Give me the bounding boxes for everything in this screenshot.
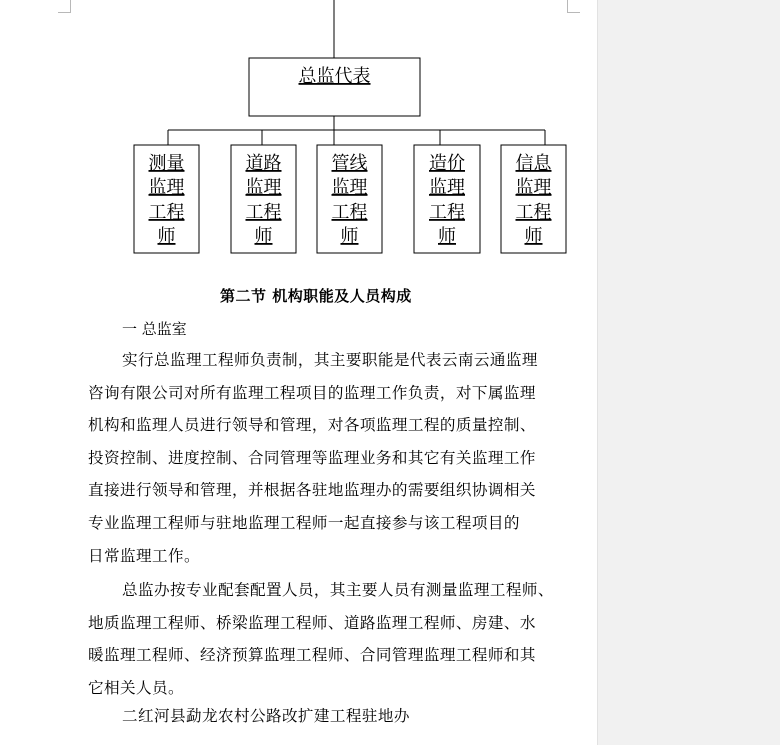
org-box-info bbox=[501, 145, 566, 253]
paragraph-line: 暖监理工程师、经济预算监理工程师、合同管理监理工程师和其 bbox=[88, 646, 536, 665]
paragraph-line: 咨询有限公司对所有监理工程项目的监理工作负责，对下属监理 bbox=[88, 383, 536, 402]
org-box-director-label: 总监代表 bbox=[298, 66, 371, 87]
org-box-survey-line-1: 测量 bbox=[148, 153, 185, 174]
org-box-survey-line-4: 师 bbox=[157, 226, 176, 247]
org-box-road-line-1: 道路 bbox=[245, 153, 282, 174]
org-box-pipeline-line-4: 师 bbox=[340, 226, 359, 247]
org-box-info-line-2: 监理 bbox=[515, 177, 552, 198]
org-chart bbox=[0, 0, 600, 260]
paragraph-line: 机构和监理人员进行领导和管理，对各项监理工程的质量控制、 bbox=[88, 416, 536, 435]
paragraph-line: 实行总监理工程师负责制，其主要职能是代表云南云通监理 bbox=[122, 351, 538, 369]
org-box-road-line-3: 工程 bbox=[245, 202, 282, 223]
org-box-survey bbox=[134, 145, 199, 253]
org-box-info-line-3: 工程 bbox=[515, 202, 552, 223]
org-box-pipeline-line-2: 监理 bbox=[331, 177, 368, 198]
org-box-info-line-4: 师 bbox=[524, 226, 543, 247]
paragraph-line: 地质监理工程师、桥梁监理工程师、道路监理工程师、房建、水 bbox=[88, 613, 536, 632]
org-box-cost-line-2: 监理 bbox=[429, 177, 465, 198]
org-box-pipeline-line-1: 管线 bbox=[331, 153, 368, 174]
paragraph-line: 日常监理工作。 bbox=[88, 546, 200, 565]
subheading-director-office: 一 总监室 bbox=[122, 320, 187, 338]
org-box-road-line-2: 监理 bbox=[245, 177, 282, 198]
paragraph-director-office bbox=[88, 344, 538, 572]
org-box-cost-line-3: 工程 bbox=[429, 202, 465, 223]
org-box-pipeline bbox=[317, 145, 382, 253]
paragraph-staffing bbox=[88, 574, 554, 704]
org-box-survey-line-2: 监理 bbox=[148, 177, 185, 198]
org-box-cost-line-1: 造价 bbox=[429, 153, 465, 174]
paragraph-line: 总监办按专业配套配置人员，其主要人员有测量监理工程师、 bbox=[122, 581, 554, 599]
paragraph-line: 直接进行领导和管理，并根据各驻地监理办的需要组织协调相关 bbox=[88, 481, 536, 500]
org-box-survey-line-3: 工程 bbox=[148, 202, 185, 223]
org-box-info-line-1: 信息 bbox=[515, 153, 552, 174]
org-box-road-line-4: 师 bbox=[254, 226, 273, 247]
paragraph-line: 专业监理工程师与驻地监理工程师一起直接参与该工程项目的 bbox=[88, 513, 520, 532]
org-box-road bbox=[231, 145, 296, 253]
paragraph-line: 投资控制、进度控制、合同管理等监理业务和其它有关监理工作 bbox=[88, 448, 536, 467]
org-box-cost-line-4: 师 bbox=[438, 226, 456, 247]
section-title: 第二节 机构职能及人员构成 bbox=[220, 287, 412, 305]
org-box-cost bbox=[414, 145, 480, 253]
page-gutter bbox=[597, 0, 780, 745]
org-box-pipeline-line-3: 工程 bbox=[331, 202, 368, 223]
paragraph-line: 它相关人员。 bbox=[88, 678, 184, 697]
subheading-site-office: 二红河县勐龙农村公路改扩建工程驻地办 bbox=[122, 707, 410, 725]
